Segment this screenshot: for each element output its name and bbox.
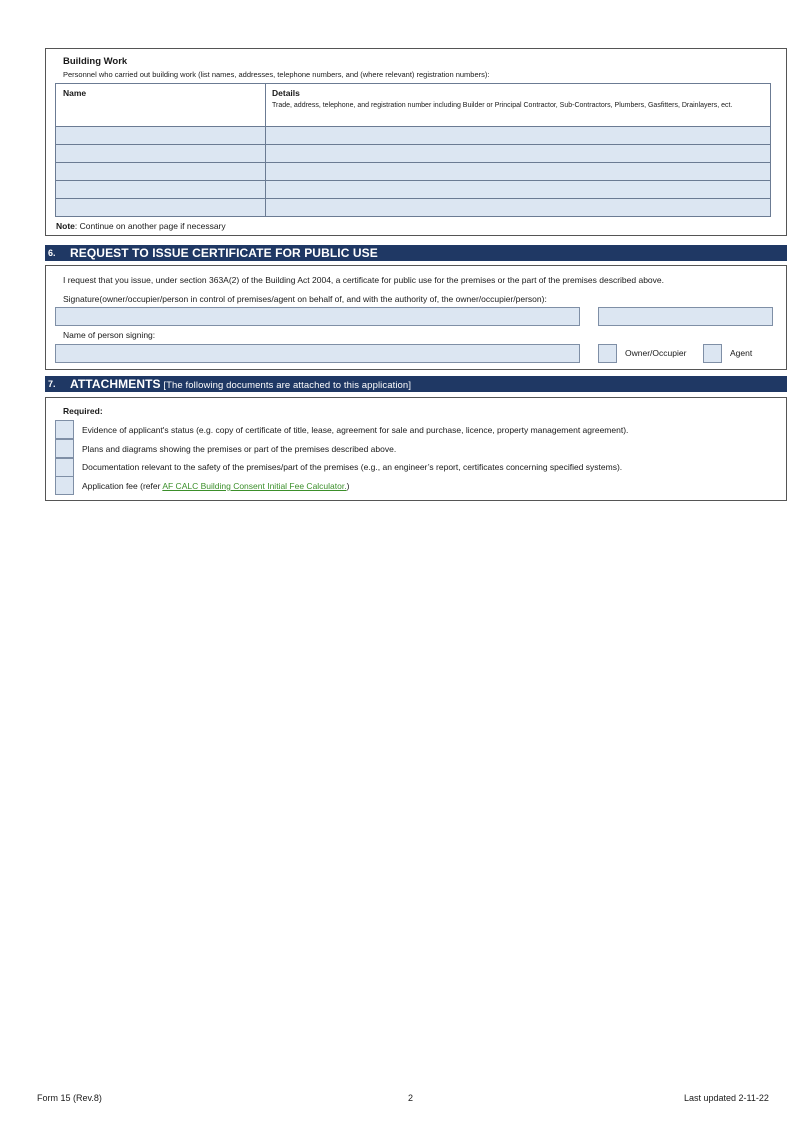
column-header-details-label: Details — [272, 88, 300, 98]
table-row — [56, 199, 771, 217]
attachment-item-2: Plans and diagrams showing the premises or part of the premises described above. — [82, 444, 397, 454]
table-row — [56, 181, 771, 199]
table-header-row — [56, 84, 771, 127]
attachment-item-1: Evidence of applicant's status (e.g. copy of certificate of title, lease, agreement for sale and purchase, licence, property management agreement). — [82, 425, 629, 435]
section-7-title-text: ATTACHMENTS — [70, 377, 161, 391]
column-header-name-label: Name — [63, 88, 87, 98]
name-cell-5[interactable] — [56, 199, 266, 217]
owner-occupier-label: Owner/Occupier — [625, 348, 687, 358]
continue-note — [56, 221, 226, 231]
column-header-details-sub: Trade, address, telephone, and registration number including Builder or Principal Contractor, Sub-Contractors, Plumbers, Gasfitters, Drainlayers, ect. — [272, 102, 733, 109]
footer-page-number: 2 — [408, 1093, 414, 1103]
name-cell-1[interactable] — [56, 127, 266, 145]
name-of-person-label: Name of person signing: — [63, 330, 156, 340]
fee-suffix: ) — [346, 481, 350, 491]
attachment-checkbox-4[interactable] — [55, 476, 74, 495]
column-header-details — [266, 84, 771, 127]
name-cell-2[interactable] — [56, 145, 266, 163]
column-header-name — [56, 84, 266, 127]
signature-date-field[interactable] — [598, 307, 773, 326]
name-cell-3[interactable] — [56, 163, 266, 181]
table-row — [56, 163, 771, 181]
attachment-item-3: Documentation relevant to the safety of the premises/part of the premises (e.g., an engineer’s report, certificates concerning specified systems). — [82, 462, 623, 472]
agent-checkbox[interactable] — [703, 344, 722, 363]
agent-label: Agent — [730, 348, 753, 358]
section-7-number: 7. — [48, 379, 56, 389]
attachment-item-4 — [82, 481, 349, 491]
signature-label: Signature(owner/occupier/person in control of premises/agent on behalf of, and with the authority of, the owner/occupier/person): — [63, 294, 547, 304]
fee-prefix: Application fee (refer — [82, 481, 163, 491]
section-7-title — [70, 377, 411, 391]
section-6-header — [45, 245, 787, 261]
details-cell-2[interactable] — [266, 145, 771, 163]
section-7-subtitle: [The following documents are attached to this application] — [160, 380, 412, 391]
section-6-title: REQUEST TO ISSUE CERTIFICATE FOR PUBLIC USE — [70, 246, 378, 260]
details-cell-3[interactable] — [266, 163, 771, 181]
attachment-checkbox-1[interactable] — [55, 420, 74, 439]
note-text: : Continue on another page if necessary — [74, 221, 226, 231]
signature-field[interactable] — [55, 307, 580, 326]
fee-calculator-link[interactable]: AF CALC Building Consent Initial Fee Calculator. — [162, 481, 347, 491]
details-cell-4[interactable] — [266, 181, 771, 199]
attachment-checkbox-3[interactable] — [55, 458, 74, 477]
table-row — [56, 145, 771, 163]
name-of-person-field[interactable] — [55, 344, 580, 363]
building-work-title: Building Work — [63, 56, 128, 67]
name-cell-4[interactable] — [56, 181, 266, 199]
request-text: I request that you issue, under section 363A(2) of the Building Act 2004, a certificate for public use for the premises or the part of the premises described above. — [63, 275, 665, 285]
table-row — [56, 127, 771, 145]
required-label: Required: — [63, 406, 103, 416]
section-6-number: 6. — [48, 248, 56, 258]
note-label: Note — [56, 221, 75, 231]
building-work-description: Personnel who carried out building work (list names, addresses, telephone numbers, and (where relevant) registration numbers): — [63, 70, 490, 79]
attachment-checkbox-2[interactable] — [55, 439, 74, 458]
owner-occupier-checkbox[interactable] — [598, 344, 617, 363]
footer-last-updated: Last updated 2-11-22 — [684, 1093, 769, 1103]
footer-form-number: Form 15 (Rev.8) — [37, 1093, 102, 1103]
details-cell-5[interactable] — [266, 199, 771, 217]
details-cell-1[interactable] — [266, 127, 771, 145]
section-7-header — [45, 376, 787, 392]
building-work-table — [55, 83, 771, 217]
